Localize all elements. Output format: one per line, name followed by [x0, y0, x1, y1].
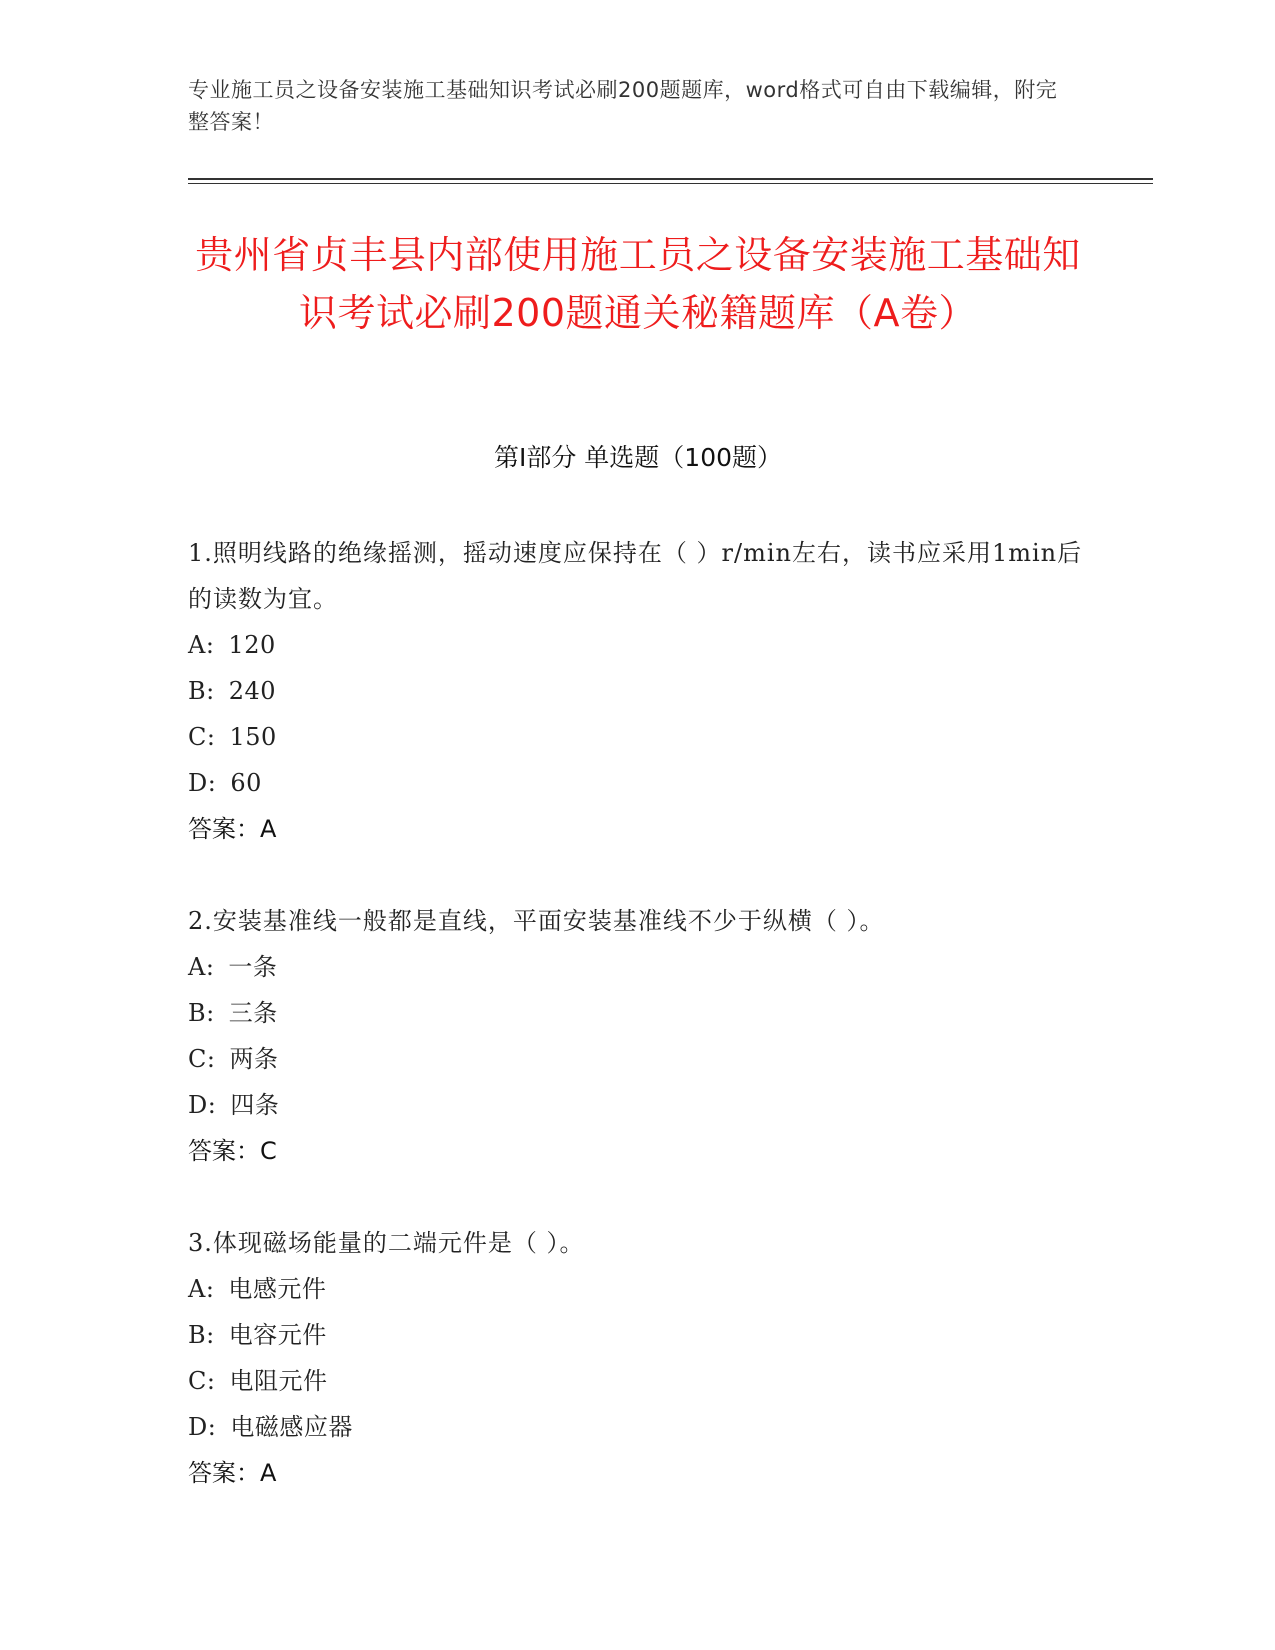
option-c	[188, 714, 1088, 760]
header-rule-thin	[188, 183, 1153, 184]
option-b	[188, 1312, 1088, 1358]
option-letter: C:	[188, 723, 216, 751]
option-d	[188, 1082, 1088, 1128]
option-b	[188, 990, 1088, 1036]
question-stem: 2.安装基准线一般都是直线，平面安装基准线不少于纵横（ ）。	[188, 907, 885, 935]
option-letter: C:	[188, 1367, 216, 1395]
option-d	[188, 760, 1088, 806]
option-text: 电阻元件	[229, 1367, 328, 1395]
answer-line	[188, 1450, 1088, 1496]
option-text: 150	[229, 723, 277, 751]
option-a	[188, 622, 1088, 668]
option-letter: A:	[188, 1275, 215, 1303]
option-text: 电容元件	[228, 1321, 327, 1349]
answer-label: 答案：	[188, 815, 260, 843]
question-stem: 3.体现磁场能量的二端元件是（ ）。	[188, 1229, 585, 1257]
answer-label: 答案：	[188, 1137, 260, 1165]
option-c	[188, 1358, 1088, 1404]
option-letter: A:	[188, 631, 215, 659]
header-note: 专业施工员之设备安装施工基础知识考试必刷200题题库，word格式可自由下载编辑，附完整答案！	[188, 78, 1058, 134]
option-letter: B:	[188, 999, 215, 1027]
option-text: 电磁感应器	[230, 1413, 353, 1441]
option-text: 120	[228, 631, 276, 659]
option-text: 240	[228, 677, 277, 705]
option-letter: A:	[188, 953, 215, 981]
option-letter: B:	[188, 677, 215, 705]
option-c	[188, 1036, 1088, 1082]
option-text: 60	[230, 769, 262, 797]
answer-line	[188, 806, 1088, 852]
option-a	[188, 1266, 1088, 1312]
question	[188, 530, 1088, 852]
option-text: 电感元件	[228, 1275, 327, 1303]
option-text: 两条	[229, 1045, 279, 1073]
question-list	[188, 530, 1088, 1542]
section-title: 第Ⅰ部分 单选题（100题）	[493, 443, 783, 472]
option-letter: B:	[188, 1321, 215, 1349]
option-a	[188, 944, 1088, 990]
option-letter: D:	[188, 769, 217, 797]
answer-value: A	[260, 1459, 277, 1487]
answer-value: C	[260, 1137, 277, 1165]
option-letter: C:	[188, 1045, 216, 1073]
option-text: 三条	[228, 999, 278, 1027]
answer-value: A	[260, 815, 277, 843]
option-d	[188, 1404, 1088, 1450]
question	[188, 1220, 1088, 1496]
option-text: 四条	[230, 1091, 280, 1119]
option-letter: D:	[188, 1091, 217, 1119]
option-text: 一条	[228, 953, 278, 981]
answer-line	[188, 1128, 1088, 1174]
header-rule-thick	[188, 178, 1153, 180]
document-title: 贵州省贞丰县内部使用施工员之设备安装施工基础知识考试必刷200题通关秘籍题库（A卷）	[195, 233, 1081, 335]
option-b	[188, 668, 1088, 714]
question-stem: 1.照明线路的绝缘摇测，摇动速度应保持在（ ）r/min左右，读书应采用1min后的读数为宜。	[188, 539, 1083, 613]
question	[188, 898, 1088, 1174]
option-letter: D:	[188, 1413, 217, 1441]
answer-label: 答案：	[188, 1459, 260, 1487]
